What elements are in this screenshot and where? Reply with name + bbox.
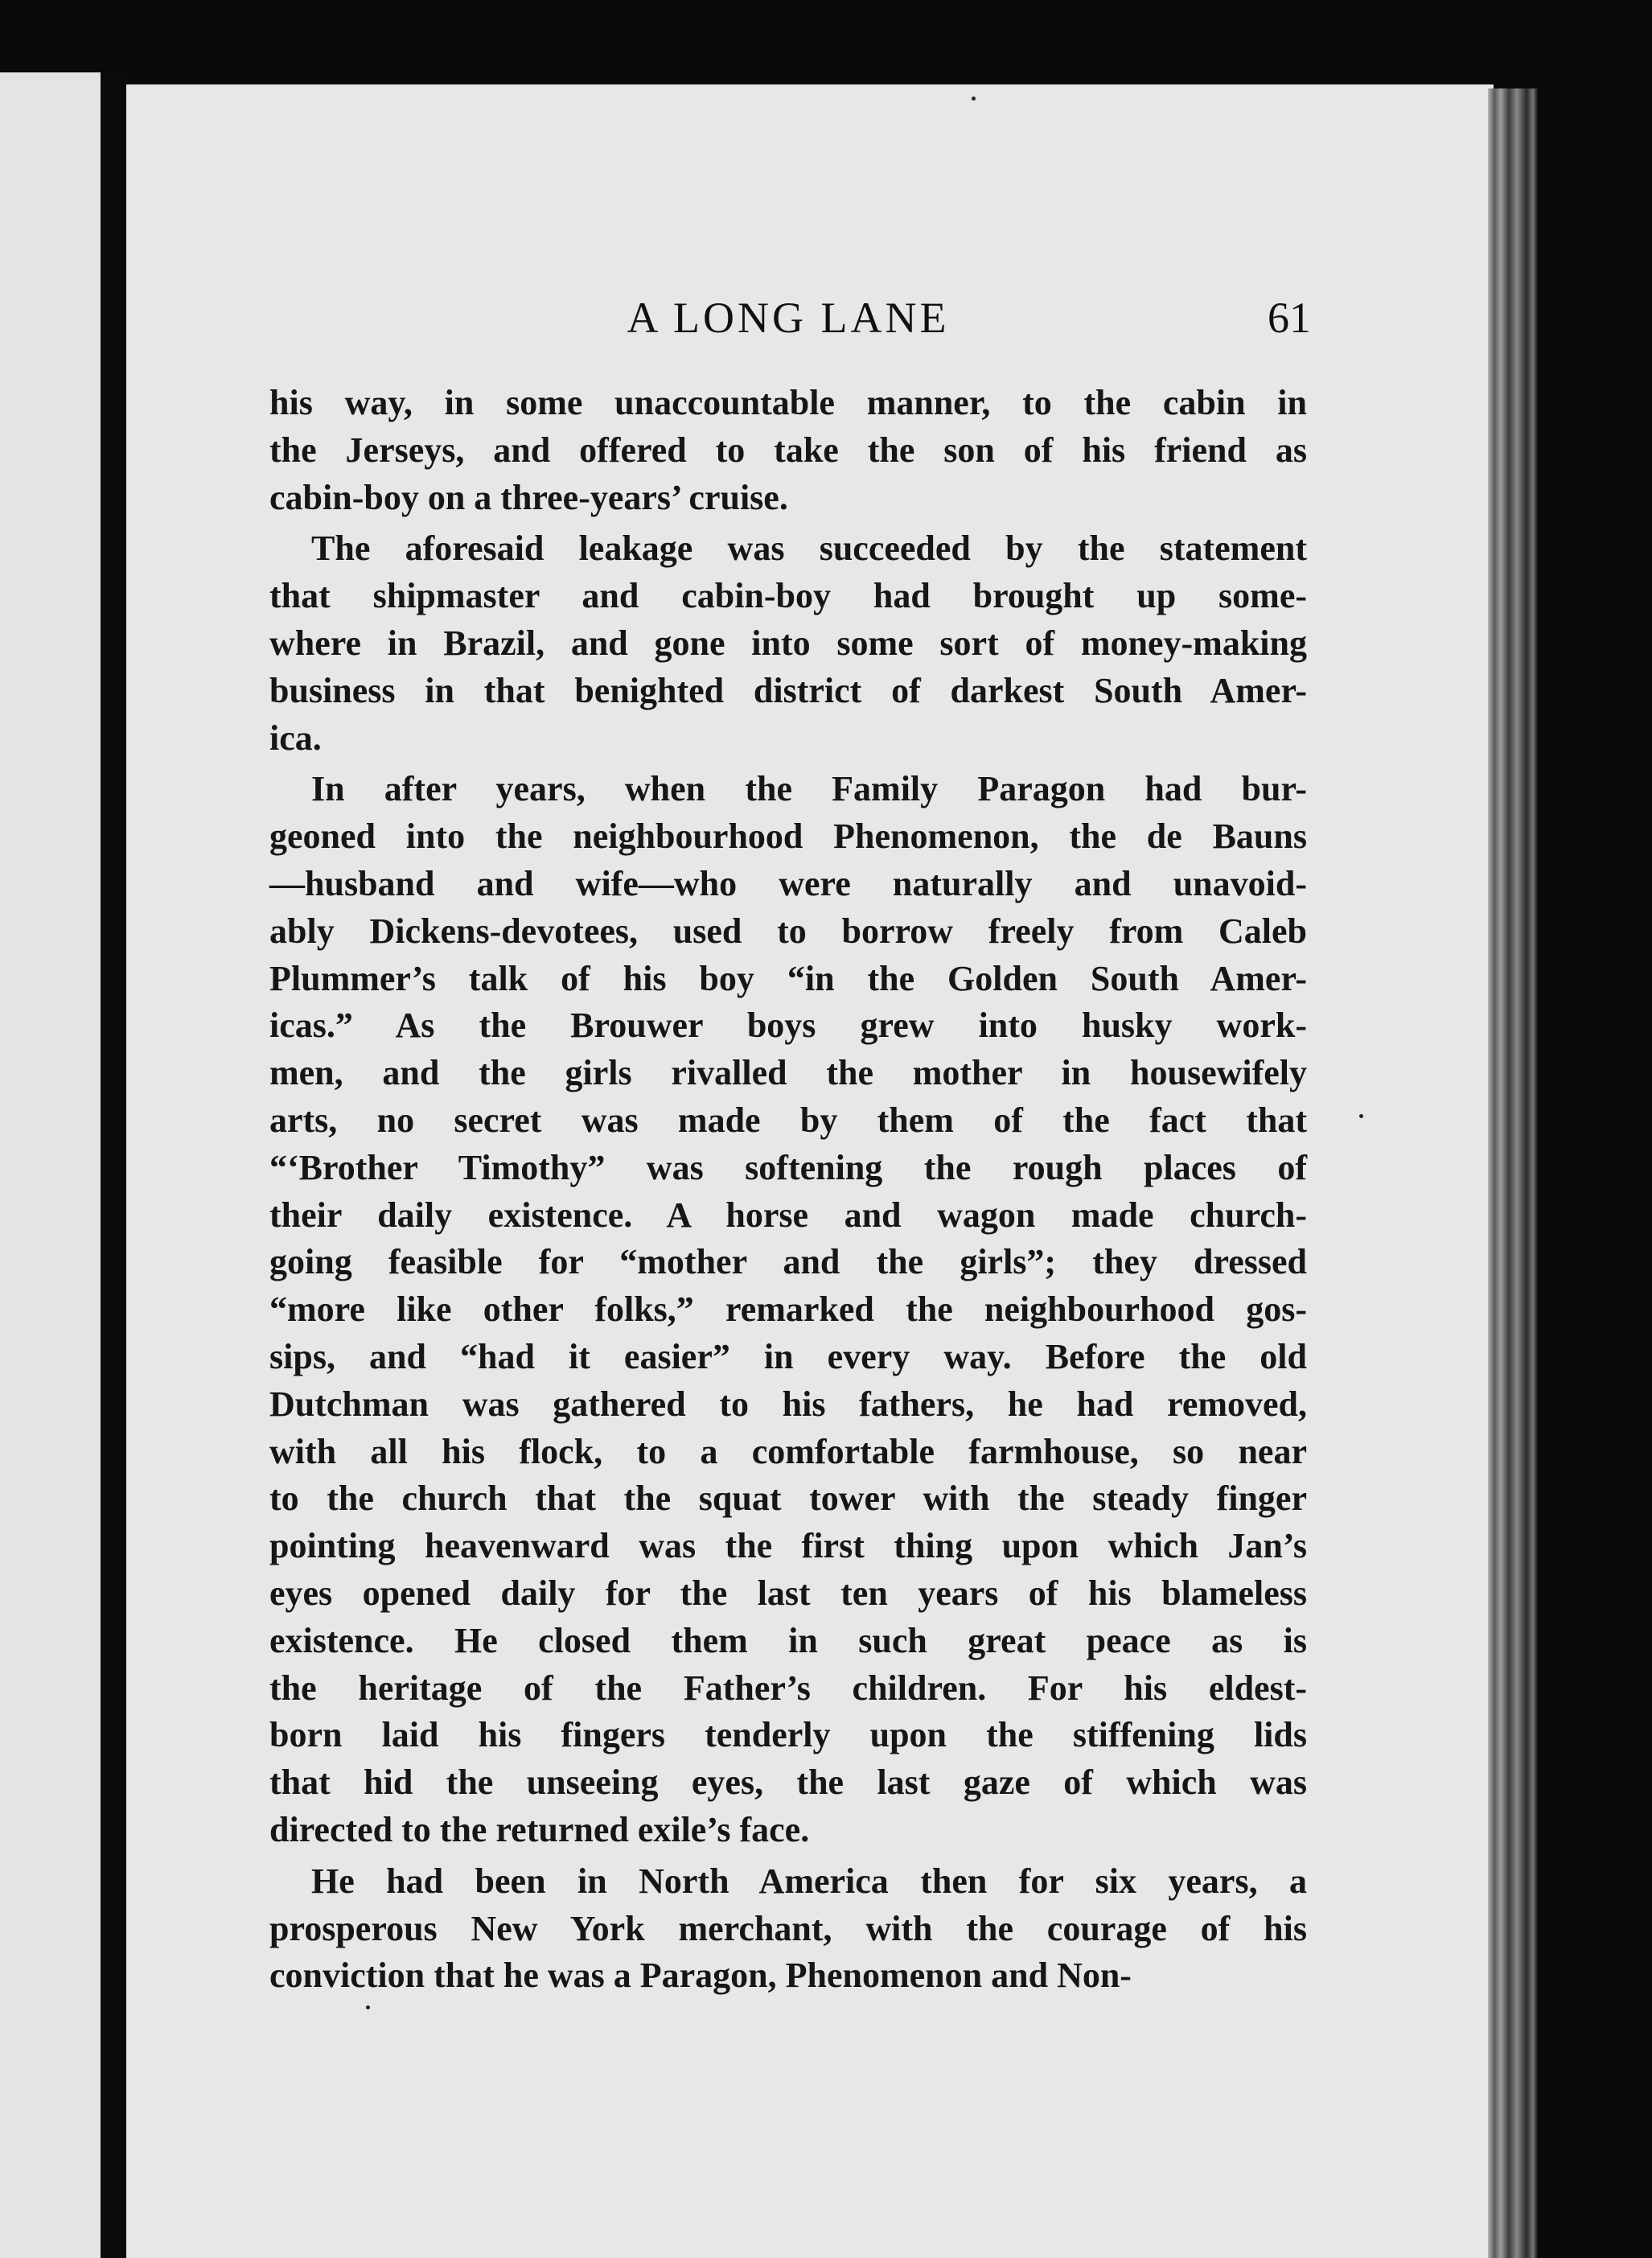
text-line: Plummer’s talk of his boy “in the Golden South Amer- [269, 958, 1307, 998]
scan-speck [366, 2005, 370, 2009]
text-line: going feasible for “mother and the girls”; they dressed [269, 1242, 1307, 1282]
text-line: their daily existence. A horse and wagon made church- [269, 1195, 1307, 1235]
facing-page-edge [0, 72, 101, 2258]
page-number: 61 [1268, 294, 1311, 342]
scan-speck [972, 97, 976, 101]
page-stack-edge [1488, 88, 1538, 2258]
text-line: that hid the unseeing eyes, the last gaze of which was [269, 1762, 1307, 1803]
text-line: In after years, when the Family Paragon had bur- [311, 769, 1307, 809]
text-line: the Jerseys, and offered to take the son of his friend as [269, 430, 1307, 470]
paragraph [269, 525, 1307, 762]
text-line: The aforesaid leakage was succeeded by the statement [311, 529, 1307, 569]
text-line: prosperous New York merchant, with the courage of his [269, 1908, 1307, 1948]
text-line: “‘Brother Timothy” was softening the rough places of [269, 1147, 1307, 1187]
book-gutter [101, 72, 126, 2258]
text-line: “more like other folks,” remarked the neighbourhood gos- [269, 1289, 1307, 1330]
paragraph [269, 1858, 1307, 2000]
paragraph [269, 380, 1307, 521]
text-line: where in Brazil, and gone into some sort of money-making [269, 623, 1307, 663]
text-line: to the church that the squat tower with the steady finger [269, 1479, 1307, 1519]
text-line: born laid his fingers tenderly upon the stiffening lids [269, 1715, 1307, 1755]
text-line: his way, in some unaccountable manner, to the cabin in [269, 383, 1307, 422]
text-line: —husband and wife—who were naturally and unavoid- [269, 863, 1307, 903]
text-line: arts, no secret was made by them of the fact that [269, 1100, 1307, 1140]
running-title: A LONG LANE [627, 294, 950, 342]
text-line: geoned into the neighbourhood Phenomenon, the de Bauns [269, 816, 1307, 857]
text-line: that shipmaster and cabin-boy had brought up some- [269, 576, 1307, 616]
text-line: ica. [269, 718, 322, 758]
running-head [269, 290, 1311, 346]
scan-speck [1359, 1114, 1363, 1118]
body-text [269, 380, 1307, 2004]
text-line: with all his flock, to a comfortable farmhouse, so near [269, 1431, 1307, 1471]
text-line: Dutchman was gathered to his fathers, he had removed, [269, 1384, 1307, 1424]
text-line: eyes opened daily for the last ten years of his blameless [269, 1573, 1307, 1613]
text-line: conviction that he was a Paragon, Phenomenon and Non- [269, 1956, 1132, 1996]
text-line: cabin-boy on a three-years’ cruise. [269, 477, 788, 517]
text-line: business in that benighted district of darkest South Amer- [269, 670, 1307, 710]
text-line: directed to the returned exile’s face. [269, 1809, 810, 1849]
text-line: pointing heavenward was the first thing upon which Jan’s [269, 1526, 1307, 1566]
text-line: the heritage of the Father’s children. For his eldest- [269, 1668, 1307, 1708]
text-line: He had been in North America then for six years, a [311, 1861, 1307, 1901]
text-line: existence. He closed them in such great peace as is [269, 1620, 1307, 1660]
paragraph [269, 766, 1307, 1853]
text-line: icas.” As the Brouwer boys grew into husky work- [269, 1006, 1307, 1046]
text-line: men, and the girls rivalled the mother in housewifely [269, 1053, 1307, 1093]
text-line: ably Dickens-devotees, used to borrow freely from Caleb [269, 911, 1307, 951]
text-line: sips, and “had it easier” in every way. Before the old [269, 1336, 1307, 1376]
